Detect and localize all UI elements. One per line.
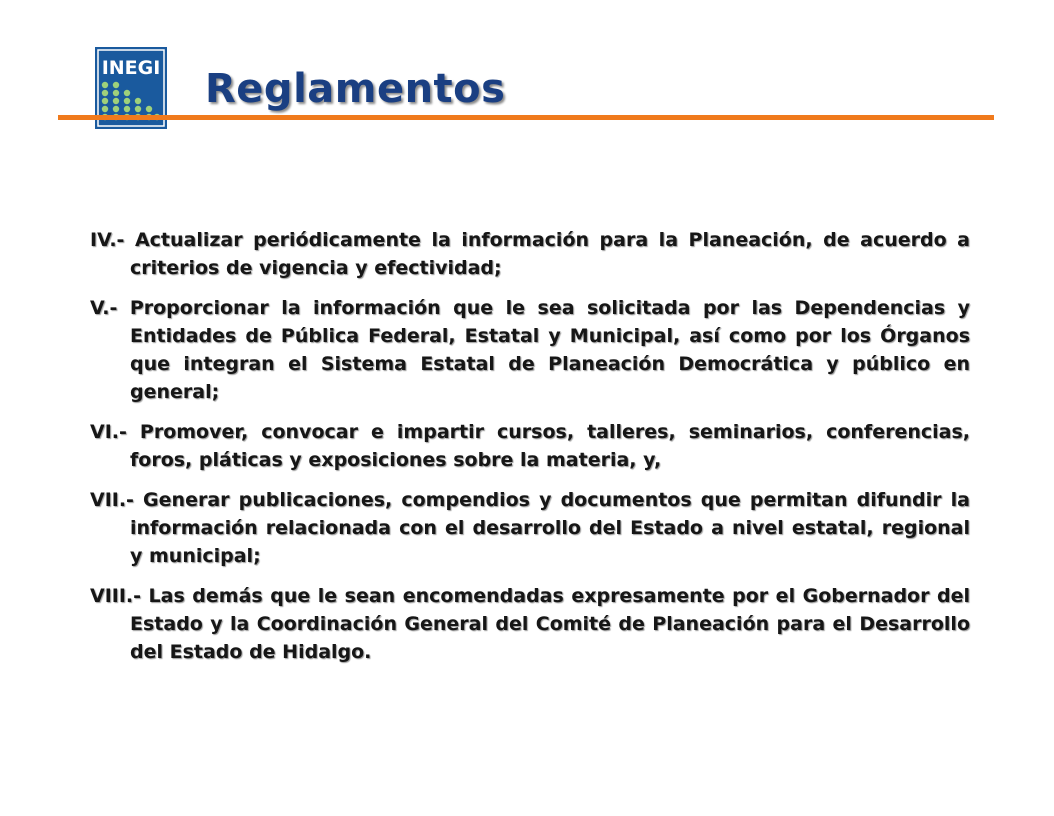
- regulation-item-iv: IV.- Actualizar periódicamente la información para la Planeación, de acuerdo a criterios de vigencia y efectividad;: [90, 229, 970, 279]
- regulation-item-viii: VIII.- Las demás que le sean encomendadas expresamente por el Gobernador del Estado y la Coordinación General del Comité de Planeación para el Desarrollo del Estado de Hidalgo.: [90, 585, 970, 663]
- logo-text: INEGI: [101, 57, 161, 79]
- regulation-list: [90, 226, 970, 678]
- regulation-item-vi: VI.- Promover, convocar e impartir cursos, talleres, seminarios, conferencias, foros, pláticas y exposiciones sobre la materia, y,: [90, 421, 970, 471]
- regulation-item-vii: VII.- Generar publicaciones, compendios y documentos que permitan difundir la información relacionada con el desarrollo del Estado a nivel estatal, regional y municipal;: [90, 489, 970, 567]
- page-title: Reglamentos: [205, 66, 506, 112]
- title-underline: [58, 115, 994, 120]
- regulation-item-v: V.- Proporcionar la información que le sea solicitada por las Dependencias y Entidades de Pública Federal, Estatal y Municipal, así como por los Órganos que integran el Sistema Estatal de Planeación Democrática y público en general;: [90, 297, 970, 403]
